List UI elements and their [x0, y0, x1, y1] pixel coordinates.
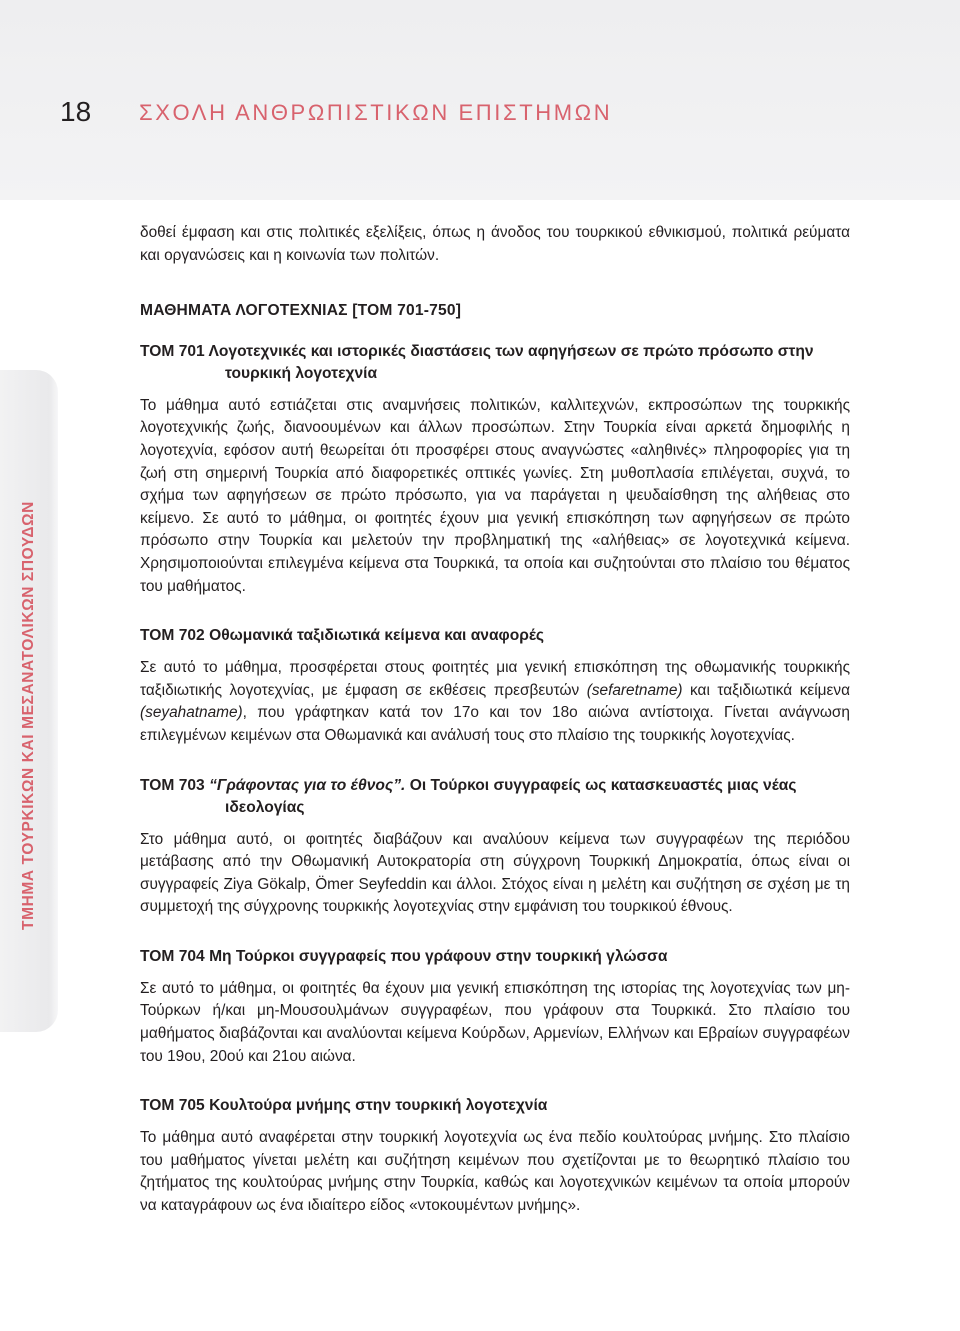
course-code: ΤΟΜ 704 [140, 947, 205, 965]
description-text: και ταξιδιωτικά κείμενα [682, 681, 850, 699]
page-number: 18 [60, 96, 92, 127]
page-content [140, 222, 850, 1218]
description-text: Σε αυτό το μάθημα, προσφέρεται στους φοιτητές μια γενική επισκόπηση της οθωμανικής τουρκικής ταξιδιωτικής λογοτεχνίας, με έμφαση σε εκθέσεις πρεσβευτών [140, 659, 850, 699]
school-title: ΣΧΟΛΗ ΑΝΘΡΩΠΙΣΤΙΚΩΝ ΕΠΙΣΤΗΜΩΝ [139, 100, 613, 125]
intro-paragraph: δοθεί έμφαση και στις πολιτικές εξελίξεις, όπως η άνοδος του τουρκικού εθνικισμού, πολιτικά ρεύματα και οργανώσεις και η κοινωνία των πολιτών. [140, 224, 850, 264]
course-name: Οι Τούρκοι συγγραφείς ως κατασκευαστές μιας νέας ιδεολογίας [225, 776, 797, 816]
course-tom-701 [140, 341, 850, 598]
description-text: , που γράφτηκαν κατά τον 17ο και τον 18ο αιώνα αντίστοιχα. Γίνεται ανάγνωση επιλεγμένων κειμένων στα Οθωμανικά και ανάλυσή τους στο πλαίσιο της τουρκικής λογοτεχνίας. [140, 704, 850, 744]
course-title [140, 946, 850, 968]
department-name: ΤΜΗΜΑ ΤΟΥΡΚΙΚΩΝ ΚΑΙ ΜΕΣΑΝΑΤΟΛΙΚΩΝ ΣΠΟΥΔΩΝ [20, 501, 37, 930]
course-title [140, 341, 850, 385]
course-name-italic: “Γράφοντας για το έθνος”. [209, 776, 406, 794]
term-sefaretname: (sefaretname) [586, 681, 683, 699]
course-description: Στο μάθημα αυτό, οι φοιτητές διαβάζουν και αναλύουν κείμενα των συγγραφέων της περιόδου μετάβασης από την Οθωμανική Αυτοκρατορία στη σύγχρονη Τουρκική Δημοκρατία, όπως είναι οι συγγραφείς Ziya Gökalp, Ömer Seyfeddin και άλλοι. Στόχος είναι η μελέτη και συζήτηση σε σχέση με τη συμμετοχή της σύγχρονης τουρκικής λογοτεχνίας στην εμφάνιση του τουρκικού έθνους. [140, 830, 850, 916]
course-title [140, 625, 850, 647]
course-tom-705 [140, 1095, 850, 1217]
course-description: Το μάθημα αυτό αναφέρεται στην τουρκική λογοτεχνία ως ένα πεδίο κουλτούρας μνήμης. Στο πλαίσιο του μαθήματος γίνεται μελέτη και συζήτηση κειμένων που σχετίζονται με το θεωρητικό πλαίσιο του ζητήματος της κουλτούρας μνήμης στην Τουρκία, καθώς και λογοτεχνικών κειμένων τα οποία μπορούν να καταγράφουν ως ένα ιδιαίτερο είδος «ντοκουμέντων μνήμης». [140, 1129, 850, 1215]
course-description: Σε αυτό το μάθημα, οι φοιτητές θα έχουν μια γενική επισκόπηση της ιστορίας της λογοτεχνίας των μη-Τούρκων ή/και μη-Μουσουλμάνων συγγραφέων, που γράφουν στα Τουρκικά. Στο πλαίσιο του μαθήματος διαβάζονται και αναλύονται κείμενα Κούρδων, Αρμενίων, Ελλήνων και Εβραίων συγγραφέων του 19ου, 20ού και 21ου αιώνα. [140, 979, 850, 1065]
course-name: Κουλτούρα μνήμης στην τουρκική λογοτεχνία [209, 1097, 548, 1115]
course-tom-704 [140, 946, 850, 1068]
course-code: ΤΟΜ 705 [140, 1097, 205, 1115]
course-name: Μη Τούρκοι συγγραφείς που γράφουν στην τουρκική γλώσσα [209, 947, 668, 965]
course-tom-702 [140, 625, 850, 747]
term-seyahatname: (seyahatname) [140, 704, 243, 722]
course-code: ΤΟΜ 703 [140, 776, 205, 794]
course-tom-703 [140, 775, 850, 919]
course-title [140, 775, 850, 819]
course-code: ΤΟΜ 702 [140, 627, 205, 645]
section-title: ΜΑΘΗΜΑΤΑ ΛΟΓΟΤΕΧΝΙΑΣ [ΤΟΜ 701-750] [140, 302, 462, 320]
course-description [140, 657, 850, 747]
course-name: Λογοτεχνικές και ιστορικές διαστάσεις των αφηγήσεων σε πρώτο πρόσωπο στην τουρκική λογοτεχνία [208, 342, 814, 382]
course-code: ΤΟΜ 701 [140, 342, 205, 360]
course-title [140, 1095, 850, 1117]
course-name: Οθωμανικά ταξιδιωτικά κείμενα και αναφορές [209, 627, 545, 645]
course-description: Το μάθημα αυτό εστιάζεται στις αναμνήσεις πολιτικών, καλλιτεχνών, εκπροσώπων της τουρκικής λογοτεχνικής ζωής, διανοουμένων και άλλων προσώπων. Στην Τουρκία είναι αρκετά δημοφιλής η λογοτεχνία, εφόσον αυτή θεωρείται ότι προσφέρει στους αναγνώστες «αληθινές» πληροφορίες για τη ζωή στη σημερινή Τουρκία από διαφορετικές οπτικές γωνίες. Στη μυθοπλασία επιλέγεται, συχνά, το σχήμα των αφηγήσεων σε πρώτο πρόσωπο, για να παράγεται η ψευδαίσθηση της αλήθειας στο κείμενο. Σε αυτό το μάθημα, οι φοιτητές έχουν μια γενική επισκόπηση των αφηγήσεων σε πρώτο πρόσωπο στην Τουρκία και μελετούν την προβληματική της «αλήθειας» σε λογοτεχνικά κείμενα. Χρησιμοποιούνται επιλεγμένα κείμενα στα Τουρκικά, τα οποία και συζητούνται στο πλαίσιο του θέματος του μαθήματος. [140, 396, 850, 595]
